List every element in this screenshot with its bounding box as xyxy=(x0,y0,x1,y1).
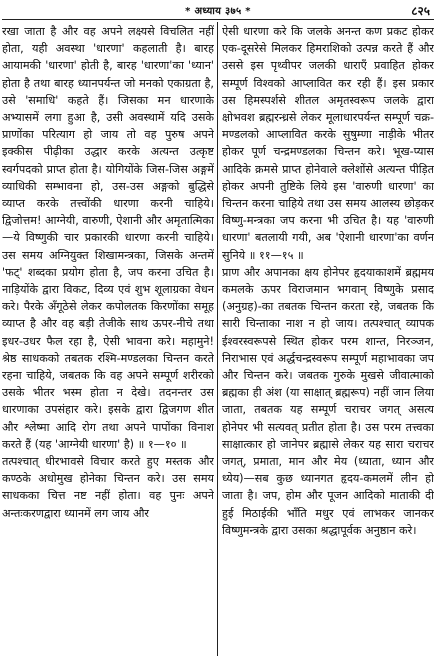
paragraph: प्राण और अपानका क्षय होनेपर हृदयाकाशमें ब्रह्ममय कमलके ऊपर विराजमान भगवान् विष्णुके प्रसाद (अनुग्रह)-का तबतक चिन्तन करता रहे, जबतक कि सारी चिन्ताका नाश न हो जाय। तत्पश्चात् व्यापक ईश्वरस्वरूपसे स्थित होकर परम शान्त, निरञ्जन, निराभास एवं अर्द्धचन्द्रस्वरूप सम्पूर्ण महाभावका जप और चिन्तन करे। जबतक गुरुके मुखसे जीवात्माको ब्रह्मका ही अंश (या साक्षात् ब्रह्मरूप) नहीं जान लिया जाता, तबतक यह सम्पूर्ण चराचर जगत् असत्य होनेपर भी सत्यवत् प्रतीत होता है। उस परम तत्त्वका साक्षात्कार हो जानेपर ब्रह्मासे लेकर यह सारा चराचर जगत्, प्रमाता, मान और मेय (ध्याता, ध्यान और ध्येय)—सब कुछ ध्यानगत हृदय-कमलमें लीन हो जाता है। जप, होम और पूजन आदिको माताकी दी हुई मिठाईकी भाँति मधुर एवं लाभकर जानकर विष्णुमन्त्रके द्वारा उसका श्रद्धापूर्वक अनुष्ठान करे। xyxy=(222,265,434,537)
paragraph: रखा जाता है और वह अपने लक्ष्यसे विचलित नहीं होता, यही अवस्था 'धारणा' कहलाती है। बारह आयामकी 'धारणा' होती है, बारह 'धारणा'का 'ध्यान' होता है तथा बारह ध्यानपर्यन्त जो मनको एकाग्रता है, उसे 'समाधि' कहते हैं। जिसका मन धारणाके अभ्यासमें लगा हुआ है, उसी अवस्थामें यदि उसके प्राणोंका परित्याग हो जाय तो वह पुरुष अपने इक्कीस पीढ़ीका उद्धार करके अत्यन्त उत्कृष्ट स्वर्गपदको प्राप्त होता है। योगियोंके जिस-जिस अङ्गमें व्याधिकी सम्भावना हो, उस-उस अङ्गको बुद्धिसे व्याप्त करके तत्त्वोंकी धारणा करनी चाहिये। द्विजोत्तम! आग्नेयी, वारुणी, ऐशानी और अमृतात्मिका—ये विष्णुकी चार प्रकारकी धारणा करनी चाहिये। उस समय अग्नियुक्त शिखामन्त्रका, जिसके अन्तमें 'फट्' शब्दका प्रयोग होता है, जप करना उचित है। नाड़ियोंके द्वारा विकट, दिव्य एवं शुभ शूलाग्रका वेधन करे। पैरके अँगूठेसे लेकर कपोलतक किरणोंका समूह व्याप्त है और वह बड़ी तेजीके साथ ऊपर-नीचे तथा इधर-उधर फैल रहा है, ऐसी भावना करे। महामुने! श्रेष्ठ साधकको तबतक रश्मि-मण्डलका चिन्तन करते रहना चाहिये, जबतक कि वह अपने सम्पूर्ण शरीरको उसके भीतर भस्म होता न देखे। तदनन्तर उस धारणाका उपसंहार करे। इसके द्वारा द्विजगण शीत और श्लेष्मा आदि रोग तथा अपने पापोंका विनाश करते हैं (यह 'आग्नेयी धारणा' है) ॥ १—१० ॥ xyxy=(2,25,214,451)
paragraph: तत्पश्चात् धीरभावसे विचार करते हुए मस्तक और कण्ठके अधोमुख होनेका चिन्तन करे। उस समय साधकका चित्त नष्ट नहीं होता। वह पुनः अपने अन्तःकरणद्वारा ध्यानमें लग जाय और xyxy=(2,455,214,520)
column-divider xyxy=(217,22,218,656)
right-column xyxy=(222,23,434,655)
chapter-heading: * अध्याय ३७५ * xyxy=(185,6,251,17)
left-column xyxy=(2,23,214,655)
page-header xyxy=(0,0,436,20)
paragraph: ऐसी धारणा करे कि जलके अनन्त कण प्रकट होकर एक-दूसरेसे मिलकर हिमराशिको उत्पन्न करते हैं और उससे इस पृथ्वीपर जलकी धाराएँ प्रवाहित होकर सम्पूर्ण विश्वको आप्लावित कर रही हैं। इस प्रकार उस हिमस्पर्शसे शीतल अमृतस्वरूप जलके द्वारा क्षोभवश ब्रह्मरन्ध्रसे लेकर मूलाधारपर्यन्त सम्पूर्ण चक्र-मण्डलको आप्लावित करके सुषुम्णा नाड़ीके भीतर होकर पूर्ण चन्द्रमण्डलका चिन्तन करे। भूख-प्यास आदिके क्रमसे प्राप्त होनेवाले क्लेशोंसे अत्यन्त पीड़ित होकर अपनी तुष्टिके लिये इस 'वारुणी धारणा' का चिन्तन करना चाहिये तथा उस समय आलस्य छोड़कर विष्णु-मन्त्रका जप करना भी उचित है। यह 'वारुणी धारणा' बतलायी गयी, अब 'ऐशानी धारणा'का वर्णन सुनिये ॥ ११—१५ ॥ xyxy=(222,25,434,262)
header-divider xyxy=(2,19,434,20)
page-number: ८२५ xyxy=(411,4,430,18)
